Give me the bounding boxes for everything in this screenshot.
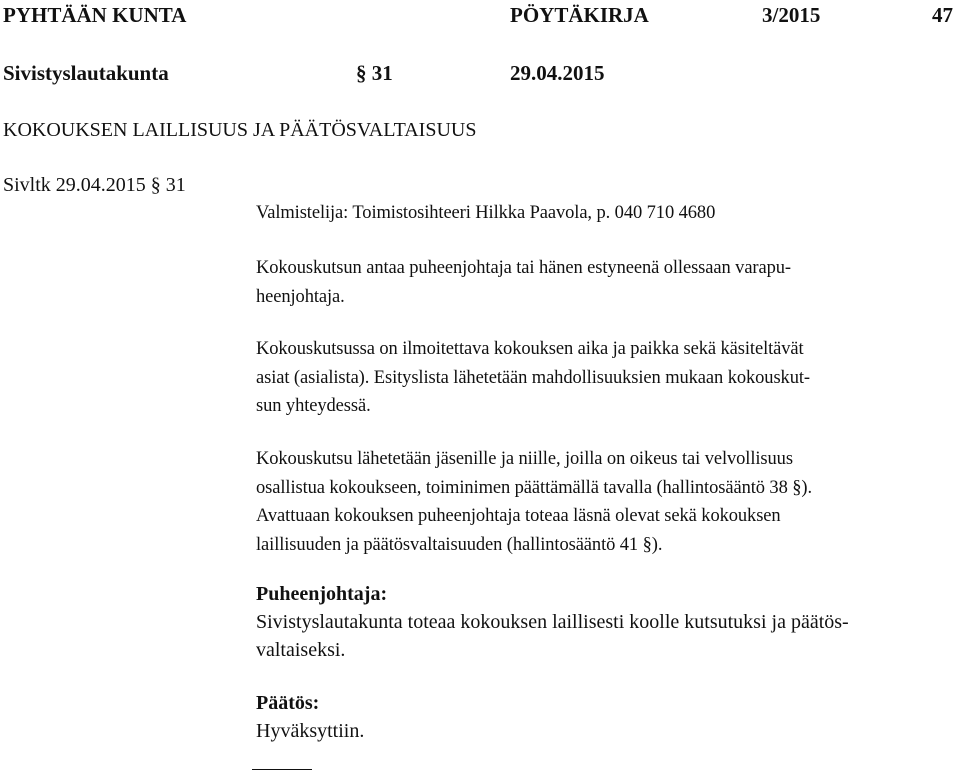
paragraph-line: laillisuuden ja päätösvaltaisuuden (hallintosääntö 41 §). [256,534,663,555]
section-number: § 31 [356,61,393,85]
chair-label: Puheenjohtaja: [256,583,388,605]
decision-section [256,689,956,745]
section-reference: Sivltk 29.04.2015 § 31 [3,174,186,196]
document-number: 3/2015 [762,3,821,27]
municipality-name: PYHTÄÄN KUNTA [3,3,187,27]
chair-section [256,580,956,664]
paragraph-line: Kokouskutsussa on ilmoitettava kokouksen aika ja paikka sekä käsiteltävät [256,339,804,359]
paragraph-invitation [256,254,956,311]
paragraph-line: osallistua kokoukseen, toiminimen päättämällä tavalla (hallintosääntö 38 §). [256,477,812,498]
paragraph-line: Kokouskutsun antaa puheenjohtaja tai hänen estyneenä ollessaan varapu- [256,258,791,278]
document-type: PÖYTÄKIRJA [510,3,649,27]
paragraph-agenda [256,335,956,421]
paragraph-line: sun yhteydessä. [256,396,371,417]
preparer-line: Valmistelija: Toimistosihteeri Hilkka Paavola, p. 040 710 4680 [256,203,716,223]
decision-label: Päätös: [256,692,320,714]
paragraph-line: asiat (asialista). Esityslista lähetetään mahdollisuuksien mukaan kokouskut- [256,367,810,388]
signature-rule [252,769,312,770]
topic-title: KOKOUKSEN LAILLISUUS JA PÄÄTÖSVALTAISUUS [3,119,477,141]
paragraph-line: Kokouskutsu lähetetään jäsenille ja niille, joilla on oikeus tai velvollisuus [256,449,793,469]
paragraph-line: Avattuaan kokouksen puheenjohtaja toteaa läsnä olevat sekä kokouksen [256,506,781,527]
paragraph-delivery [256,445,956,559]
page-number: 47 [932,3,953,27]
chair-line: Sivistyslautakunta toteaa kokouksen laillisesti koolle kutsutuksi ja päätös- [256,611,849,633]
paragraph-line: heenjohtaja. [256,286,345,307]
meeting-date: 29.04.2015 [510,61,605,85]
chair-line: valtaiseksi. [256,639,346,661]
board-name: Sivistyslautakunta [3,61,169,85]
decision-text: Hyväksyttiin. [256,720,365,742]
